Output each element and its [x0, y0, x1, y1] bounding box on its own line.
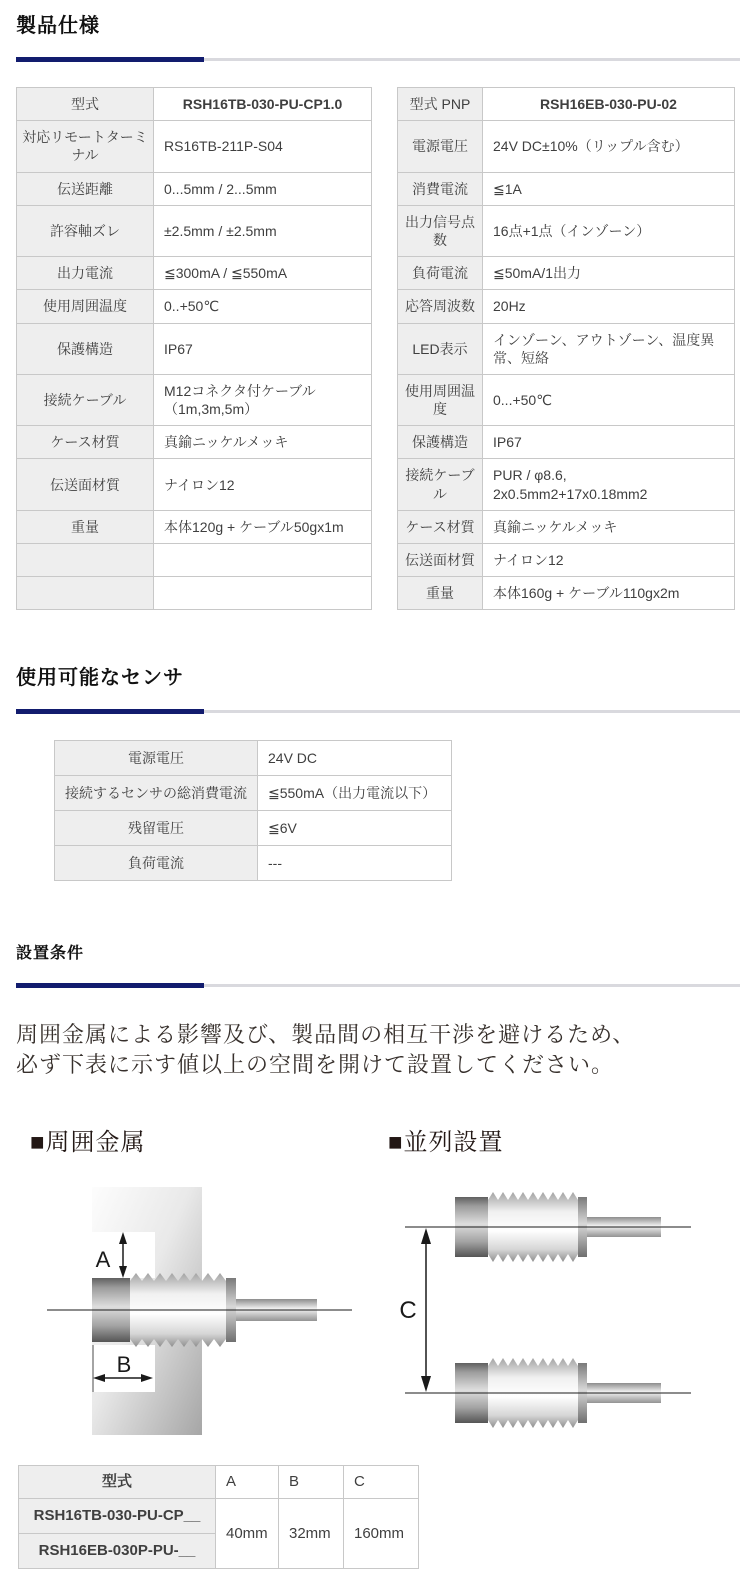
sensor-row [55, 776, 452, 811]
dims-header-c: C [344, 1465, 419, 1498]
dims-model-1: RSH16TB-030-PU-CP__ [19, 1498, 216, 1533]
spec-value-left: 0...5mm / 2...5mm [154, 172, 372, 205]
section-rule [16, 983, 740, 988]
spec-label-left: 伝送面材質 [17, 459, 154, 510]
rule-gray-segment [204, 58, 740, 61]
spec-label-right: 伝送面材質 [398, 544, 483, 577]
spec-label-right: 接続ケーブル [398, 459, 483, 510]
surrounding-metal-diagram [30, 1165, 362, 1465]
spec-row [17, 257, 735, 290]
installation-note-line2: 必ず下表に示す値以上の空間を開けて設置してください。 [16, 1051, 615, 1077]
table-gap [372, 544, 398, 577]
installation-note [16, 1020, 740, 1080]
spec-label-left: 使用周囲温度 [17, 290, 154, 323]
spec-row [17, 172, 735, 205]
rule-gray-segment [204, 984, 740, 987]
section-title-installation: 設置条件 [16, 945, 85, 963]
spec-value-left: M12コネクタ付ケーブル （1m,3m,5m） [154, 374, 372, 425]
spec-value-right: 0...+50℃ [483, 374, 735, 425]
spec-model-left: RSH16TB-030-PU-CP1.0 [154, 88, 372, 121]
dims-header-row [19, 1465, 419, 1498]
spec-label-right: 使用周囲温度 [398, 374, 483, 425]
spec-row [17, 510, 735, 543]
spec-row [17, 290, 735, 323]
spec-value-right: PUR / φ8.6, 2x0.5mm2+17x0.18mm2 [483, 459, 735, 510]
table-gap [372, 323, 398, 374]
sensor-row [55, 846, 452, 881]
diagrams [16, 1165, 740, 1465]
section-rule [16, 57, 740, 62]
spec-row [17, 88, 735, 121]
table-gap [372, 374, 398, 425]
spec-row [17, 426, 735, 459]
table-gap [372, 290, 398, 323]
sensor-label: 接続するセンサの総消費電流 [55, 776, 258, 811]
dim-b-label: B [116, 1351, 132, 1377]
sensor-value: ≦6V [258, 811, 452, 846]
spec-label-left [17, 577, 154, 610]
spec-value-left [154, 577, 372, 610]
table-gap [372, 459, 398, 510]
spec-label-right: LED表示 [398, 323, 483, 374]
spec-label-left: 許容軸ズレ [17, 205, 154, 256]
dim-c-label: C [399, 1296, 417, 1324]
spec-label-right: 保護構造 [398, 426, 483, 459]
table-gap [372, 257, 398, 290]
spec-label-right: 型式 PNP [398, 88, 483, 121]
spec-label-right: 消費電流 [398, 172, 483, 205]
spec-label-right: 応答周波数 [398, 290, 483, 323]
sensor-value: --- [258, 846, 452, 881]
dims-header-model: 型式 [19, 1465, 216, 1498]
table-gap [372, 510, 398, 543]
spec-label-left: 保護構造 [17, 323, 154, 374]
spec-value-left: ナイロン12 [154, 459, 372, 510]
spec-value-left: ≦300mA / ≦550mA [154, 257, 372, 290]
table-gap [372, 88, 398, 121]
spec-label-left: 重量 [17, 510, 154, 543]
dim-c-arrowhead-bottom [421, 1376, 431, 1392]
usable-sensor-table [54, 740, 452, 881]
table-gap [372, 121, 398, 172]
sensor-value: ≦550mA（出力電流以下） [258, 776, 452, 811]
spec-label-right: 出力信号点数 [398, 205, 483, 256]
dims-value-b: 32mm [279, 1498, 344, 1568]
dim-c-arrowhead-top [421, 1228, 431, 1244]
dims-model-2: RSH16EB-030P-PU-__ [19, 1533, 216, 1568]
spec-value-left: RS16TB-211P-S04 [154, 121, 372, 172]
installation-note-line1: 周囲金属による影響及び、製品間の相互干渉を避けるため、 [16, 1021, 636, 1047]
spec-label-left: 対応リモートターミナル [17, 121, 154, 172]
product-spec-table [16, 87, 735, 610]
spec-value-right: ナイロン12 [483, 544, 735, 577]
spec-value-left: 0..+50℃ [154, 290, 372, 323]
spec-value-left [154, 544, 372, 577]
spec-value-right: ≦1A [483, 172, 735, 205]
spec-row [17, 205, 735, 256]
spec-label-left [17, 544, 154, 577]
spec-label-left: 型式 [17, 88, 154, 121]
sensor-label: 電源電圧 [55, 741, 258, 776]
spec-label-right: 負荷電流 [398, 257, 483, 290]
spec-value-left: IP67 [154, 323, 372, 374]
spec-value-right: ≦50mA/1出力 [483, 257, 735, 290]
spec-label-right: 電源電圧 [398, 121, 483, 172]
diagram-titles [16, 1122, 740, 1157]
rule-gray-segment [204, 710, 740, 713]
rule-accent-segment [16, 709, 204, 714]
spec-value-right: 20Hz [483, 290, 735, 323]
sensor-label: 負荷電流 [55, 846, 258, 881]
spec-value-left: 真鍮ニッケルメッキ [154, 426, 372, 459]
rule-accent-segment [16, 57, 204, 62]
dims-value-a: 40mm [216, 1498, 279, 1568]
spec-value-right: 16点+1点（インゾーン） [483, 205, 735, 256]
spec-label-left: 接続ケーブル [17, 374, 154, 425]
rule-accent-segment [16, 983, 204, 988]
spec-value-right: 本体160g + ケーブル110gx2m [483, 577, 735, 610]
sensor-value: 24V DC [258, 741, 452, 776]
spec-value-right: IP67 [483, 426, 735, 459]
section-rule [16, 709, 740, 714]
dims-header-b: B [279, 1465, 344, 1498]
spec-row [17, 577, 735, 610]
table-gap [372, 172, 398, 205]
spec-label-left: ケース材質 [17, 426, 154, 459]
parallel-mounting-diagram [388, 1165, 728, 1465]
sensor-row [55, 741, 452, 776]
spec-value-left: ±2.5mm / ±2.5mm [154, 205, 372, 256]
table-gap [372, 577, 398, 610]
spec-row [17, 323, 735, 374]
spec-model-right: RSH16EB-030-PU-02 [483, 88, 735, 121]
table-gap [372, 426, 398, 459]
sensor-label: 残留電圧 [55, 811, 258, 846]
spec-row [17, 374, 735, 425]
diagram-title-parallel-mounting: ■並列設置 [388, 1128, 504, 1156]
spec-row [17, 544, 735, 577]
spec-label-left: 伝送距離 [17, 172, 154, 205]
spec-value-right: インゾーン、アウトゾーン、温度異常、短絡 [483, 323, 735, 374]
section-title-product-spec: 製品仕様 [16, 15, 100, 37]
spec-row [17, 121, 735, 172]
spec-label-right: 重量 [398, 577, 483, 610]
section-title-usable-sensor: 使用可能なセンサ [16, 667, 184, 690]
dims-row [19, 1498, 419, 1533]
spec-row [17, 459, 735, 510]
diagram-title-surrounding-metal: ■周囲金属 [30, 1128, 146, 1156]
spec-value-left: 本体120g + ケーブル50gx1m [154, 510, 372, 543]
spec-label-right: ケース材質 [398, 510, 483, 543]
spec-label-left: 出力電流 [17, 257, 154, 290]
table-gap [372, 205, 398, 256]
spec-value-right: 24V DC±10%（リップル含む） [483, 121, 735, 172]
dim-a-label: A [95, 1246, 111, 1272]
dims-header-a: A [216, 1465, 279, 1498]
spec-value-right: 真鍮ニッケルメッキ [483, 510, 735, 543]
sensor-row [55, 811, 452, 846]
dimensions-table [18, 1465, 419, 1569]
dims-value-c: 160mm [344, 1498, 419, 1568]
